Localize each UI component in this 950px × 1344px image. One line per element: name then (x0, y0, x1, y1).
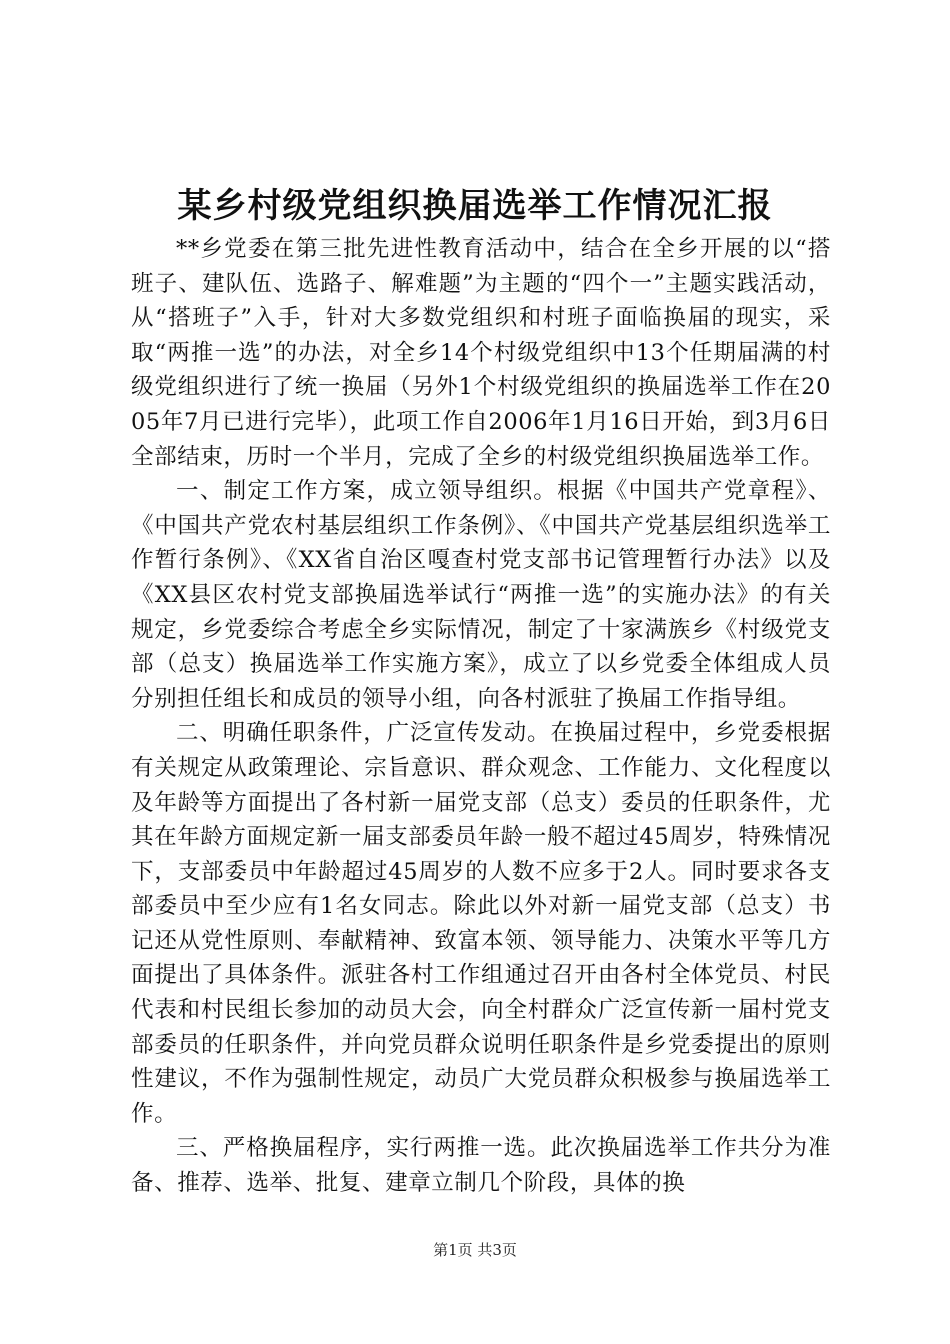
paragraph-intro: **乡党委在第三批先进性教育活动中，结合在全乡开展的以“搭班子、建队伍、选路子、解难题”为主题的“四个一”主题实践活动，从“搭班子”入手，针对大多数党组织和村班子面临换届的现实，采取“两推一选”的办法，对全乡14个村级党组织中13个任期届满的村级党组织进行了统一换届（另外1个村级党组织的换届选举工作在2005年7月已进行完毕），此项工作自2006年1月16日开始，到3月6日全部结束，历时一个半月，完成了全乡的村级党组织换届选举工作。 (131, 236, 831, 470)
page-number-footer: 第1页 共3页 (433, 1241, 517, 1259)
paragraph-section-3: 三、严格换届程序，实行两推一选。此次换届选举工作共分为准备、推荐、选举、批复、建章立制几个阶段，具体的换 (131, 1135, 831, 1197)
document-body (131, 232, 831, 1201)
paragraph-section-2: 二、明确任职条件，广泛宣传发动。在换届过程中，乡党委根据有关规定从政策理论、宗旨意识、群众观念、工作能力、文化程度以及年龄等方面提出了各村新一届党支部（总支）委员的任职条件，尤其在年龄方面规定新一届支部委员年龄一般不超过45周岁，特殊情况下，支部委员中年龄超过45周岁的人数不应多于2人。同时要求各支部委员中至少应有1名女同志。除此以外对新一届党支部（总支）书记还从党性原则、奉献精神、致富本领、领导能力、决策水平等几方面提出了具体条件。派驻各村工作组通过召开由各村全体党员、村民代表和村民组长参加的动员大会，向全村群众广泛宣传新一届村党支部委员的任职条件，并向党员群众说明任职条件是乡党委提出的原则性建议，不作为强制性规定，动员广大党员群众积极参与换届选举工作。 (131, 720, 831, 1127)
document-title: 某乡村级党组织换届选举工作情况汇报 (177, 186, 773, 226)
paragraph-section-1: 一、制定工作方案，成立领导组织。根据《中国共产党章程》、《中国共产党农村基层组织工作条例》、《中国共产党基层组织选举工作暂行条例》、《XX省自治区嘎查村党支部书记管理暂行办法》以及《XX县区农村党支部换届选举试行“两推一选”的实施办法》的有关规定，乡党委综合考虑全乡实际情况，制定了十家满族乡《村级党支部（总支）换届选举工作实施方案》，成立了以乡党委全体组成人员分别担任组长和成员的领导小组，向各村派驻了换届工作指导组。 (131, 478, 831, 712)
